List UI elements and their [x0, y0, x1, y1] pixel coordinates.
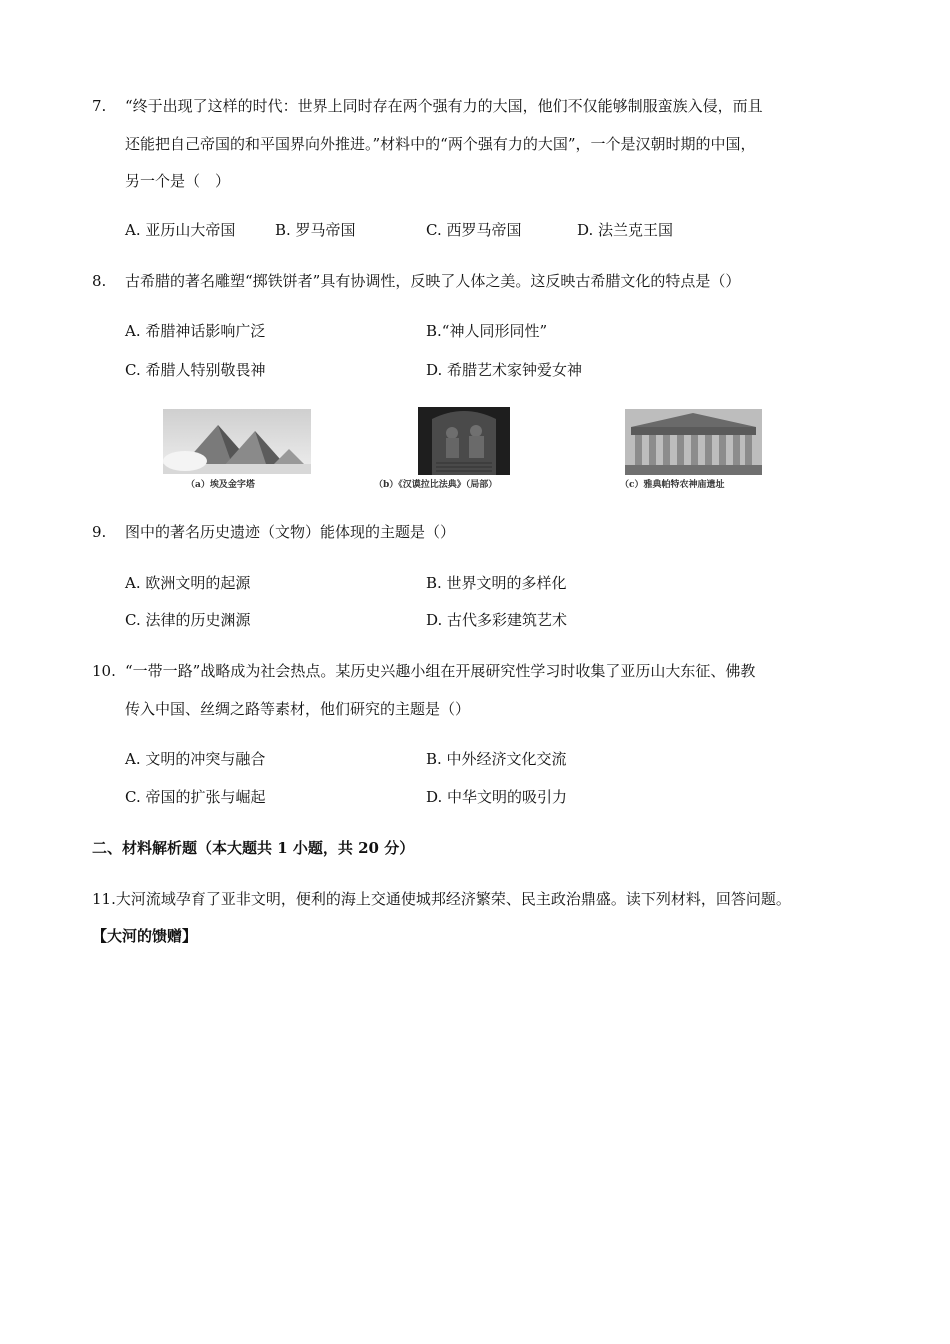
figure-c-caption: （c）雅典帕特农神庙遗址 — [620, 480, 725, 490]
parthenon-photo-icon — [625, 409, 762, 475]
question-7-option-c: C. 西罗马帝国 — [426, 221, 522, 239]
question-9-line-1: 图中的著名历史遗迹（文物）能体现的主题是（） — [125, 523, 456, 541]
figure-b-caption: （b）《汉谟拉比法典》（局部） — [374, 480, 498, 490]
question-10-option-b: B. 中外经济文化交流 — [426, 750, 567, 768]
question-9-option-b: B. 世界文明的多样化 — [426, 574, 567, 592]
question-11-subheading: 【大河的馈赠】 — [92, 927, 198, 945]
question-10-option-d: D. 中华文明的吸引力 — [426, 788, 568, 806]
question-8-option-d: D. 希腊艺术家钟爱女神 — [426, 361, 583, 379]
question-9-option-a: A. 欧洲文明的起源 — [125, 574, 251, 592]
stele-photo-icon — [418, 407, 510, 475]
question-7-line-3: 另一个是（ ） — [125, 172, 231, 190]
question-8-number: 8. — [92, 272, 107, 290]
question-10-option-c: C. 帝国的扩张与崛起 — [125, 788, 266, 806]
figure-a-caption: （a）埃及金字塔 — [186, 480, 255, 490]
question-11-text: 11.大河流域孕育了亚非文明，便利的海上交通使城邦经济繁荣、民主政治鼎盛。读下列材料，回答问题。 — [92, 890, 791, 908]
question-9-number: 9. — [92, 523, 107, 541]
question-10-line-1: “一带一路”战略成为社会热点。某历史兴趣小组在开展研究性学习时收集了亚历山大东征、佛教 — [125, 662, 756, 680]
question-7-line-2: 还能把自己帝国的和平国界向外推进。”材料中的“两个强有力的大国”，一个是汉朝时期的中国， — [125, 135, 756, 153]
section-2-heading: 二、材料解析题（本大题共 1 小题，共 20 分） — [92, 839, 415, 857]
question-8-option-c: C. 希腊人特别敬畏神 — [125, 361, 266, 379]
question-7-line-1: “终于出现了这样的时代：世界上同时存在两个强有力的大国，他们不仅能够制服蛮族入侵，而且 — [125, 97, 763, 115]
question-7-option-b: B. 罗马帝国 — [275, 221, 356, 239]
question-8-line-1: 古希腊的著名雕塑“掷铁饼者”具有协调性，反映了人体之美。这反映古希腊文化的特点是（） — [125, 272, 741, 290]
question-10-option-a: A. 文明的冲突与融合 — [125, 750, 266, 768]
question-7-option-d: D. 法兰克王国 — [577, 221, 674, 239]
pyramids-photo-icon — [163, 409, 311, 474]
question-7-option-a: A. 亚历山大帝国 — [125, 221, 236, 239]
question-8-option-a: A. 希腊神话影响广泛 — [125, 322, 266, 340]
question-7-number: 7. — [92, 97, 107, 115]
question-9-option-d: D. 古代多彩建筑艺术 — [426, 611, 568, 629]
question-10-number: 10. — [92, 662, 116, 680]
question-8-option-b: B.“神人同形同性” — [426, 322, 548, 340]
question-10-line-2: 传入中国、丝绸之路等素材，他们研究的主题是（） — [125, 700, 471, 718]
question-9-option-c: C. 法律的历史渊源 — [125, 611, 251, 629]
